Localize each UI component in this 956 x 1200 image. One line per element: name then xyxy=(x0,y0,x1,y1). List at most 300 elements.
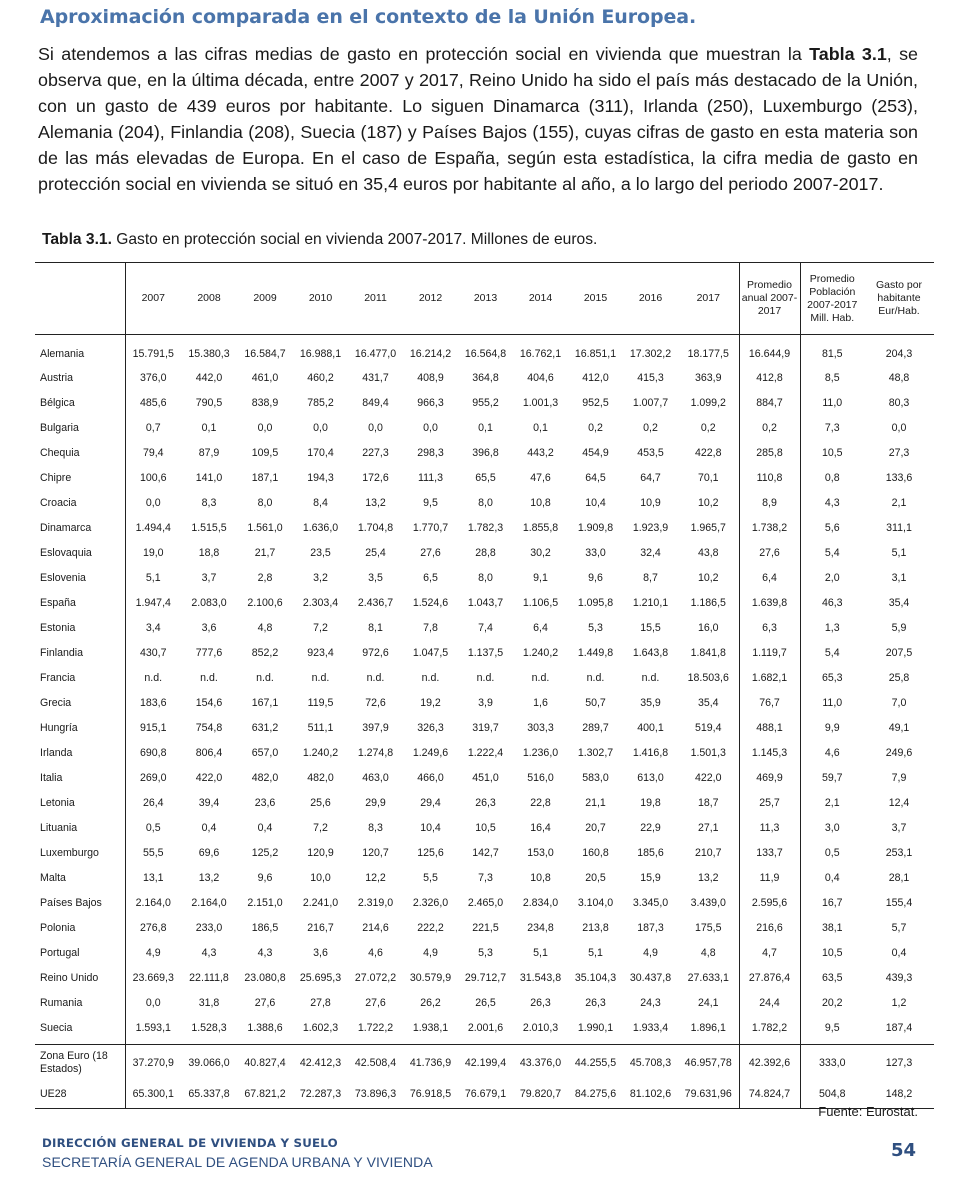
year-value: 29,4 xyxy=(420,797,441,809)
year-value: 777,6 xyxy=(195,647,223,659)
year-value: 16.564,8 xyxy=(464,348,507,361)
year-value: 2.303,4 xyxy=(302,597,339,609)
year-value: 404,6 xyxy=(527,372,554,384)
year-value: 72.287,3 xyxy=(293,1081,348,1109)
poblacion-value: 8,5 xyxy=(824,372,840,384)
year-value: 221,5 xyxy=(472,922,499,934)
year-value: 10,4 xyxy=(420,822,441,834)
year-value: 8,4 xyxy=(313,497,328,509)
year-value: 33,0 xyxy=(585,547,606,559)
country-name: Rumania xyxy=(35,991,125,1016)
year-value: 269,0 xyxy=(139,772,167,784)
year-value: 443,2 xyxy=(527,447,554,459)
year-value: 185,6 xyxy=(637,847,664,859)
year-value: 451,0 xyxy=(472,772,499,784)
header-year: 2014 xyxy=(513,263,568,335)
table-row xyxy=(35,491,934,516)
year-value: 923,4 xyxy=(307,647,334,659)
year-value: 23.080,8 xyxy=(244,972,286,984)
year-value: 1.933,4 xyxy=(632,1021,669,1034)
year-value: 583,0 xyxy=(582,772,609,784)
year-value: 35,4 xyxy=(678,691,739,716)
header-gasto-habitante: Gasto por habitante Eur/Hab. xyxy=(864,263,934,335)
promedio-value: 133,7 xyxy=(739,841,800,866)
intro-paragraph xyxy=(38,42,918,197)
year-value: 1.501,3 xyxy=(678,741,739,766)
year-value: 631,2 xyxy=(251,722,279,734)
year-value: 1.416,8 xyxy=(632,747,669,759)
poblacion-value: 11,0 xyxy=(822,697,843,709)
year-value: 187,3 xyxy=(637,922,664,934)
year-value: 26,3 xyxy=(530,997,551,1009)
year-value: 519,4 xyxy=(678,716,739,741)
table-row xyxy=(35,566,934,591)
table-row xyxy=(35,891,934,916)
table-caption-label: Tabla 3.1. xyxy=(42,231,112,248)
year-value: 55,5 xyxy=(142,847,164,859)
header-year: 2015 xyxy=(568,263,623,335)
year-value: 2.465,0 xyxy=(467,897,504,909)
year-value: 183,6 xyxy=(139,697,167,709)
table-row xyxy=(35,335,934,366)
year-value: 1.222,4 xyxy=(467,747,504,759)
year-value: 454,9 xyxy=(582,447,609,459)
year-value: 27,6 xyxy=(254,997,276,1009)
country-name: Bulgaria xyxy=(35,416,125,441)
table-row xyxy=(35,391,934,416)
table-row xyxy=(35,616,934,641)
promedio-value: 4,7 xyxy=(739,941,800,966)
year-value: 2.001,6 xyxy=(467,1021,504,1034)
country-name: Alemania xyxy=(35,335,125,366)
year-value: 227,3 xyxy=(362,447,389,459)
year-value: n.d. xyxy=(366,672,385,684)
promedio-value: 0,2 xyxy=(739,416,800,441)
year-value: 0,4 xyxy=(201,822,217,834)
year-value: 109,5 xyxy=(251,447,279,459)
year-value: 1.449,8 xyxy=(577,647,614,659)
year-value: 806,4 xyxy=(195,747,223,759)
country-name: UE28 xyxy=(35,1081,125,1109)
year-value: 0,0 xyxy=(145,997,161,1009)
year-value: 12,2 xyxy=(365,872,386,884)
year-value: 1.186,5 xyxy=(678,591,739,616)
year-value: 16.214,2 xyxy=(409,348,452,361)
year-value: 3,7 xyxy=(201,572,217,584)
year-value: 13,2 xyxy=(198,872,220,884)
year-value: 120,7 xyxy=(362,847,389,859)
year-value: 70,1 xyxy=(678,466,739,491)
year-value: 25.695,3 xyxy=(299,972,342,984)
gasto-value: 0,0 xyxy=(891,422,907,434)
year-value: 27.072,2 xyxy=(354,972,397,984)
table-row xyxy=(35,541,934,566)
year-value: 9,6 xyxy=(257,872,273,884)
year-value: 41.736,9 xyxy=(403,1045,458,1081)
paragraph-text-start: Si atendemos a las cifras medias de gasto en protección social en vivienda que muestran la xyxy=(38,44,810,64)
year-value: 422,8 xyxy=(678,441,739,466)
section-heading: Aproximación comparada en el contexto de la Unión Europea. xyxy=(40,6,697,28)
spending-table xyxy=(35,262,934,1109)
country-name: Lituania xyxy=(35,816,125,841)
year-value: 30.579,9 xyxy=(409,972,452,984)
country-name: Chequia xyxy=(35,441,125,466)
year-value: 26,5 xyxy=(475,997,496,1009)
year-value: 8,7 xyxy=(643,572,658,584)
year-value: 8,3 xyxy=(201,497,217,509)
gasto-value: 27,3 xyxy=(888,447,910,459)
poblacion-value: 10,5 xyxy=(821,947,843,959)
table-header-row xyxy=(35,263,934,335)
year-value: 172,6 xyxy=(362,472,389,484)
year-value: 1.043,7 xyxy=(467,597,504,609)
year-value: 485,6 xyxy=(139,397,167,409)
year-value: 5,5 xyxy=(423,872,438,884)
country-name: Finlandia xyxy=(35,641,125,666)
poblacion-value: 5,4 xyxy=(824,547,840,559)
year-value: 79.631,96 xyxy=(678,1081,739,1109)
paragraph-table-reference: Tabla 3.1 xyxy=(809,44,887,64)
year-value: 26,3 xyxy=(475,797,496,809)
year-value: 0,2 xyxy=(643,422,658,434)
poblacion-value: 7,3 xyxy=(824,422,840,434)
promedio-value: 42.392,6 xyxy=(739,1045,800,1081)
header-promedio-poblacion: Promedio Población 2007-2017 Mill. Hab. xyxy=(800,263,864,335)
year-value: 2,8 xyxy=(257,572,273,584)
year-value: 233,0 xyxy=(195,922,223,934)
year-value: 1.938,1 xyxy=(412,1021,449,1034)
poblacion-value: 63,5 xyxy=(821,972,843,984)
country-name: Reino Unido xyxy=(35,966,125,991)
year-value: 613,0 xyxy=(637,772,664,784)
year-value: 27,6 xyxy=(420,547,441,559)
country-name: Estonia xyxy=(35,616,125,641)
year-value: 76.679,1 xyxy=(458,1081,513,1109)
year-value: 1.528,3 xyxy=(191,1021,227,1034)
year-value: 24,3 xyxy=(640,997,661,1009)
gasto-value: 7,9 xyxy=(891,772,907,784)
promedio-value: 285,8 xyxy=(739,441,800,466)
promedio-value: 1.639,8 xyxy=(739,591,800,616)
table-caption-text: Gasto en protección social en vivienda 2007-2017. Millones de euros. xyxy=(111,231,598,248)
gasto-value: 48,8 xyxy=(888,372,910,384)
year-value: 790,5 xyxy=(195,397,223,409)
year-value: 213,8 xyxy=(582,922,609,934)
table-row xyxy=(35,466,934,491)
poblacion-value: 4,6 xyxy=(824,747,840,759)
year-value: 3.439,0 xyxy=(678,891,739,916)
year-value: 5,1 xyxy=(588,947,603,959)
gasto-value: 28,1 xyxy=(888,872,910,884)
year-value: 27,8 xyxy=(310,997,331,1009)
year-value: 466,0 xyxy=(417,772,444,784)
year-value: 3.345,0 xyxy=(632,897,669,909)
year-value: 1,6 xyxy=(533,697,548,709)
promedio-value: 11,9 xyxy=(739,866,800,891)
year-value: 19,8 xyxy=(640,797,661,809)
year-value: 0,0 xyxy=(257,422,273,434)
year-value: 43,8 xyxy=(678,541,739,566)
year-value: 0,0 xyxy=(313,422,328,434)
year-value: 1.302,7 xyxy=(577,747,614,759)
year-value: 210,7 xyxy=(678,841,739,866)
country-name: Croacia xyxy=(35,491,125,516)
year-value: 461,0 xyxy=(251,372,279,384)
poblacion-value: 4,3 xyxy=(824,497,840,509)
country-name: Dinamarca xyxy=(35,516,125,541)
year-value: 1.947,4 xyxy=(135,597,171,609)
year-value: 16,0 xyxy=(678,616,739,641)
year-value: 8,1 xyxy=(368,622,383,634)
table-row xyxy=(35,441,934,466)
year-value: 1.602,3 xyxy=(302,1021,339,1034)
poblacion-value: 16,7 xyxy=(821,897,843,909)
year-value: 18.177,5 xyxy=(678,335,739,366)
year-value: 32,4 xyxy=(640,547,661,559)
promedio-value: 110,8 xyxy=(739,466,800,491)
year-value: 3,2 xyxy=(313,572,328,584)
year-value: 234,8 xyxy=(527,922,554,934)
year-value: 1.236,0 xyxy=(522,747,559,759)
page-number: 54 xyxy=(890,1140,916,1161)
country-name: Zona Euro (18 Estados) xyxy=(35,1045,125,1081)
year-value: 2.083,0 xyxy=(191,597,227,609)
year-value: 31,8 xyxy=(198,997,220,1009)
promedio-value: 11,3 xyxy=(739,816,800,841)
promedio-value: 1.682,1 xyxy=(739,666,800,691)
header-year: 2010 xyxy=(293,263,348,335)
gasto-value: 49,1 xyxy=(888,722,910,734)
year-value: 1.643,8 xyxy=(632,647,669,659)
year-value: 43.376,0 xyxy=(513,1045,568,1081)
year-value: 81.102,6 xyxy=(623,1081,678,1109)
promedio-value: 412,8 xyxy=(739,366,800,391)
table-row xyxy=(35,416,934,441)
year-value: 400,1 xyxy=(637,722,664,734)
promedio-value: 8,9 xyxy=(739,491,800,516)
year-value: 2.319,0 xyxy=(357,897,394,909)
year-value: 1.704,8 xyxy=(357,522,394,534)
year-value: 119,5 xyxy=(307,697,334,709)
footer-directorate: DIRECCIÓN GENERAL DE VIVIENDA Y SUELO xyxy=(42,1136,338,1150)
year-value: 175,5 xyxy=(678,916,739,941)
header-promedio-anual: Promedio anual 2007-2017 xyxy=(739,263,800,335)
year-value: 849,4 xyxy=(362,397,389,409)
year-value: 289,7 xyxy=(582,722,609,734)
table-row xyxy=(35,591,934,616)
year-value: 186,5 xyxy=(251,922,279,934)
poblacion-value: 20,2 xyxy=(821,997,843,1009)
year-value: 15,5 xyxy=(640,622,661,634)
promedio-value: 27,6 xyxy=(739,541,800,566)
year-value: 0,1 xyxy=(478,422,493,434)
year-value: 23.669,3 xyxy=(132,972,174,984)
year-value: 9,1 xyxy=(533,572,548,584)
year-value: 167,1 xyxy=(251,697,279,709)
year-value: 4,9 xyxy=(423,947,438,959)
year-value: 120,9 xyxy=(307,847,334,859)
year-value: 4,3 xyxy=(201,947,217,959)
year-value: 1.099,2 xyxy=(678,391,739,416)
year-value: 16.988,1 xyxy=(299,348,342,361)
gasto-value: 127,3 xyxy=(864,1045,934,1081)
year-value: 194,3 xyxy=(307,472,334,484)
year-value: 1.770,7 xyxy=(412,522,449,534)
year-value: 0,5 xyxy=(145,822,161,834)
year-value: 966,3 xyxy=(417,397,444,409)
year-value: 1.782,3 xyxy=(467,522,504,534)
header-year: 2009 xyxy=(237,263,293,335)
year-value: 222,2 xyxy=(417,922,444,934)
gasto-value: 5,7 xyxy=(891,922,907,934)
year-value: 0,4 xyxy=(257,822,273,834)
year-value: 21,7 xyxy=(254,547,276,559)
year-value: 7,4 xyxy=(478,622,493,634)
year-value: 18,8 xyxy=(198,547,220,559)
year-value: 25,4 xyxy=(365,547,386,559)
total-row xyxy=(35,1045,934,1081)
gasto-value: 155,4 xyxy=(885,897,913,909)
year-value: 430,7 xyxy=(139,647,167,659)
year-value: 13,2 xyxy=(678,866,739,891)
year-value: 422,0 xyxy=(678,766,739,791)
year-value: 20,5 xyxy=(585,872,606,884)
header-country xyxy=(35,263,125,335)
year-value: 1.923,9 xyxy=(632,522,669,534)
year-value: 363,9 xyxy=(678,366,739,391)
poblacion-value: 2,1 xyxy=(824,797,840,809)
year-value: 785,2 xyxy=(307,397,334,409)
gasto-value: 5,1 xyxy=(891,547,907,559)
year-value: 516,0 xyxy=(527,772,554,784)
promedio-value: 2.595,6 xyxy=(739,891,800,916)
year-value: 952,5 xyxy=(582,397,609,409)
year-value: 125,6 xyxy=(417,847,444,859)
year-value: 64,5 xyxy=(585,472,606,484)
year-value: 72,6 xyxy=(365,697,386,709)
year-value: 1.274,8 xyxy=(357,747,394,759)
year-value: 35,9 xyxy=(640,697,661,709)
table-row xyxy=(35,816,934,841)
year-value: 10,0 xyxy=(310,872,331,884)
source-note: Fuente: Eurostat. xyxy=(818,1104,918,1119)
table-caption xyxy=(42,231,597,249)
year-value: n.d. xyxy=(586,672,605,684)
poblacion-value: 504,8 xyxy=(800,1081,864,1109)
year-value: 29.712,7 xyxy=(464,972,507,984)
year-value: 111,3 xyxy=(418,472,443,484)
year-value: n.d. xyxy=(311,672,330,684)
year-value: 46.957,78 xyxy=(678,1045,739,1081)
year-value: 3,5 xyxy=(368,572,383,584)
year-value: 838,9 xyxy=(251,397,279,409)
year-value: 16.477,0 xyxy=(354,348,397,361)
gasto-value: 5,9 xyxy=(891,622,907,634)
year-value: 15.791,5 xyxy=(132,348,174,361)
year-value: n.d. xyxy=(476,672,495,684)
promedio-value: 884,7 xyxy=(739,391,800,416)
year-value: 3,4 xyxy=(145,622,161,634)
year-value: 0,0 xyxy=(145,497,161,509)
year-value: 852,2 xyxy=(251,647,279,659)
gasto-value: 148,2 xyxy=(864,1081,934,1109)
year-value: 10,2 xyxy=(678,491,739,516)
year-value: 15,9 xyxy=(640,872,661,884)
year-value: 1.137,5 xyxy=(467,647,504,659)
year-value: 7,8 xyxy=(423,622,438,634)
year-value: 376,0 xyxy=(139,372,167,384)
year-value: 45.708,3 xyxy=(623,1045,678,1081)
table-row xyxy=(35,666,934,691)
footer-secretariat: SECRETARÍA GENERAL DE AGENDA URBANA Y VIVIENDA xyxy=(42,1154,433,1170)
year-value: 22,8 xyxy=(530,797,551,809)
year-value: 84.275,6 xyxy=(568,1081,623,1109)
gasto-value: 35,4 xyxy=(888,597,910,609)
poblacion-value: 38,1 xyxy=(821,922,843,934)
year-value: 65.300,1 xyxy=(125,1081,181,1109)
poblacion-value: 333,0 xyxy=(800,1045,864,1081)
table-row xyxy=(35,366,934,391)
country-name: Polonia xyxy=(35,916,125,941)
year-value: 13,1 xyxy=(142,872,164,884)
year-value: 100,6 xyxy=(139,472,167,484)
year-value: 26,3 xyxy=(585,997,606,1009)
year-value: 19,0 xyxy=(142,547,164,559)
year-value: 73.896,3 xyxy=(348,1081,403,1109)
country-name: Luxemburgo xyxy=(35,841,125,866)
year-value: 30,2 xyxy=(530,547,551,559)
promedio-value: 24,4 xyxy=(739,991,800,1016)
year-value: 2.100,6 xyxy=(247,597,283,609)
table-row xyxy=(35,691,934,716)
year-value: 214,6 xyxy=(362,922,389,934)
year-value: 690,8 xyxy=(139,747,167,759)
year-value: 69,6 xyxy=(198,847,220,859)
year-value: 27.633,1 xyxy=(678,966,739,991)
year-value: 27,1 xyxy=(678,816,739,841)
year-value: 18.503,6 xyxy=(678,666,739,691)
year-value: 1.841,8 xyxy=(678,641,739,666)
year-value: 27,6 xyxy=(365,997,386,1009)
gasto-value: 311,1 xyxy=(886,522,912,534)
year-value: 170,4 xyxy=(307,447,334,459)
year-value: 44.255,5 xyxy=(568,1045,623,1081)
year-value: 3.104,0 xyxy=(577,897,614,909)
year-value: 42.199,4 xyxy=(458,1045,513,1081)
table-row xyxy=(35,1016,934,1045)
total-row xyxy=(35,1081,934,1109)
country-name: Letonia xyxy=(35,791,125,816)
year-value: 364,8 xyxy=(472,372,499,384)
year-value: 431,7 xyxy=(362,372,389,384)
year-value: 2.241,0 xyxy=(302,897,339,909)
year-value: 482,0 xyxy=(307,772,334,784)
year-value: 39.066,0 xyxy=(181,1045,237,1081)
year-value: 422,0 xyxy=(195,772,223,784)
promedio-value: 74.824,7 xyxy=(739,1081,800,1109)
table-row xyxy=(35,916,934,941)
year-value: 19,2 xyxy=(420,697,441,709)
year-value: 42.508,4 xyxy=(348,1045,403,1081)
year-value: 657,0 xyxy=(251,747,279,759)
year-value: 1.095,8 xyxy=(577,597,614,609)
year-value: 453,5 xyxy=(637,447,664,459)
country-name: Suecia xyxy=(35,1016,125,1045)
year-value: 16.762,1 xyxy=(519,348,562,361)
gasto-value: 439,3 xyxy=(885,972,913,984)
year-value: 25,6 xyxy=(310,797,331,809)
year-value: 42.412,3 xyxy=(293,1045,348,1081)
